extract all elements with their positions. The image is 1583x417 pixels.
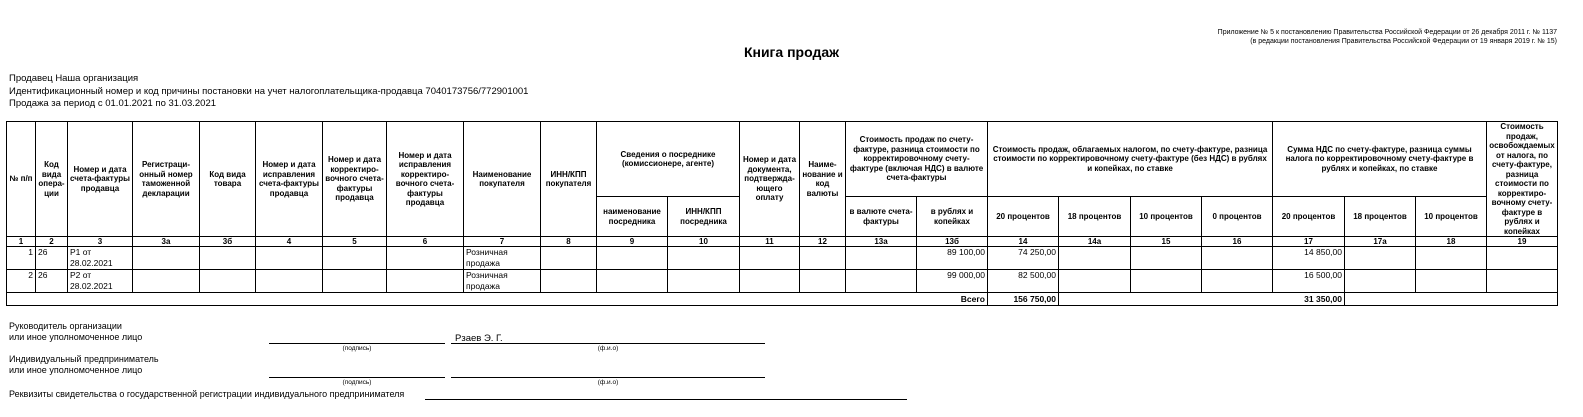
- cell-op-code: 26: [36, 247, 68, 270]
- page-title: Книга продаж: [743, 44, 840, 60]
- cell-nds-20: 16 500,00: [1273, 270, 1345, 293]
- invoice-number: Р2 от: [70, 270, 92, 280]
- cell: [323, 247, 387, 270]
- buyer-name-line-2: продажа: [466, 257, 500, 268]
- cell: [597, 270, 668, 293]
- col-number: 19: [1487, 237, 1558, 247]
- period-line: Продажа за период с 01.01.2021 по 31.03.2021: [9, 98, 217, 109]
- col-number: 15: [1131, 237, 1202, 247]
- ip-signature-caption: (подпись): [342, 379, 372, 386]
- col-number: 2: [36, 237, 68, 247]
- cell: [1131, 247, 1202, 270]
- cell-value-20: 74 250,00: [988, 247, 1059, 270]
- invoice-date: 28.02.2021: [70, 257, 113, 268]
- cell: [541, 247, 597, 270]
- cell: [1416, 247, 1487, 270]
- cell: [133, 270, 200, 293]
- cell: [1487, 270, 1558, 293]
- col-header-4: Номер и дата исправления счета-фактуры продавца: [256, 122, 323, 237]
- head-signature-line: [269, 343, 445, 344]
- cell: [1202, 270, 1273, 293]
- total-nds-20: 31 350,00: [1273, 293, 1345, 306]
- total-value-20: 156 750,00: [988, 293, 1059, 306]
- cell: [668, 247, 740, 270]
- cell: [1416, 270, 1487, 293]
- cell-n: 2: [7, 270, 36, 293]
- cell-buyer: [464, 247, 541, 270]
- col-header-13a: в валюте счета-фактуры: [846, 197, 917, 237]
- col-number: 5: [323, 237, 387, 247]
- col-number: 17а: [1345, 237, 1416, 247]
- col-header-10: ИНН/КПП посредника: [668, 197, 740, 237]
- cell: [1345, 247, 1416, 270]
- cell: [597, 247, 668, 270]
- cell: [800, 247, 846, 270]
- cell: [1202, 247, 1273, 270]
- total-spacer: [7, 293, 917, 306]
- cell-invoice: [68, 270, 133, 293]
- buyer-name-line-1: Розничная: [466, 247, 508, 257]
- cell: [387, 270, 464, 293]
- ip-fio-line: [451, 377, 765, 378]
- col-number: 12: [800, 237, 846, 247]
- col-header-15: 10 процентов: [1131, 197, 1202, 237]
- col-header-5: Номер и дата корректиро-вочного счета-фактуры продавца: [323, 122, 387, 237]
- cell-op-code: 26: [36, 270, 68, 293]
- col-number: 6: [387, 237, 464, 247]
- col-header-13b: в рублях и копейках: [917, 197, 988, 237]
- col-number: 1: [7, 237, 36, 247]
- col-header-3b: Код вида товара: [200, 122, 256, 237]
- cell: [256, 247, 323, 270]
- invoice-number: Р1 от: [70, 247, 92, 257]
- ip-label-line-2: или иное уполномоченное лицо: [9, 365, 143, 375]
- col-header-7: Наименование покупателя: [464, 122, 541, 237]
- head-signature-caption: (подпись): [342, 345, 372, 352]
- buyer-name-line-1: Розничная: [466, 270, 508, 280]
- col-number: 3: [68, 237, 133, 247]
- col-header-12: Наиме-нование и код валюты: [800, 122, 846, 237]
- total-spacer: [1059, 293, 1273, 306]
- cell-rub: 99 000,00: [917, 270, 988, 293]
- cell: [133, 247, 200, 270]
- appendix-line-2: (в редакции постановления Правительства Российской Федерации от 19 января 2019 г. № 15): [1250, 37, 1557, 45]
- sales-book-table: [6, 121, 1558, 306]
- cell-value-20: 82 500,00: [988, 270, 1059, 293]
- ip-fio-caption: (ф.и.о): [597, 379, 619, 386]
- total-spacer: [1345, 293, 1558, 306]
- cell: [256, 270, 323, 293]
- cell-buyer: [464, 270, 541, 293]
- head-fio-caption: (ф.и.о): [597, 345, 619, 352]
- ip-label-line-1: Индивидуальный предприниматель: [9, 354, 159, 364]
- head-signature-label: [9, 321, 142, 343]
- col-number: 14а: [1059, 237, 1131, 247]
- col-header-13: Стоимость продаж по счету-фактуре, разница стоимости по корректировочному счету-фактуре (включая НДС) в валюте счета-фактуры: [846, 122, 988, 197]
- head-name: Рзаев Э. Г.: [455, 333, 503, 344]
- col-header-16: 0 процентов: [1202, 197, 1273, 237]
- col-header-11: Номер и дата документа, подтвержда-ющего оплату: [740, 122, 800, 237]
- cell: [200, 247, 256, 270]
- cell: [541, 270, 597, 293]
- col-number: 17: [1273, 237, 1345, 247]
- col-header-18: 10 процентов: [1416, 197, 1487, 237]
- cell-invoice: [68, 247, 133, 270]
- col-header-agent: Сведения о посреднике (комиссионере, агенте): [597, 122, 740, 197]
- col-header-17-group: Сумма НДС по счету-фактуре, разница суммы налога по корректировочному счету-фактуре в рублях и копейках, по ставке: [1273, 122, 1487, 197]
- col-header-1: № п/п: [7, 122, 36, 237]
- col-header-3: Номер и дата счета-фактуры продавца: [68, 122, 133, 237]
- col-number: 9: [597, 237, 668, 247]
- cell: [1059, 247, 1131, 270]
- col-header-17: 20 процентов: [1273, 197, 1345, 237]
- cell: [740, 247, 800, 270]
- col-header-17a: 18 процентов: [1345, 197, 1416, 237]
- col-header-19: Стоимость продаж, освобождаемых от налога, по счету-фактуре, разница стоимости по корректиро-вочному счету-фактуре в рублях и копейках: [1487, 122, 1558, 237]
- cell: [846, 247, 917, 270]
- buyer-name-line-2: продажа: [466, 280, 500, 291]
- col-number: 18: [1416, 237, 1487, 247]
- total-label: Всего: [917, 293, 988, 306]
- col-header-9: наименование посредника: [597, 197, 668, 237]
- cell: [668, 270, 740, 293]
- cell: [846, 270, 917, 293]
- ip-signature-line: [269, 377, 445, 378]
- head-label-line-2: или иное уполномоченное лицо: [9, 332, 143, 342]
- cell-rub: 89 100,00: [917, 247, 988, 270]
- cell: [800, 270, 846, 293]
- requisites-label: Реквизиты свидетельства о государственной регистрации индивидуального предпринимателя: [9, 389, 405, 399]
- cell: [323, 270, 387, 293]
- cell: [387, 247, 464, 270]
- cell-n: 1: [7, 247, 36, 270]
- col-number: 3а: [133, 237, 200, 247]
- table-row: [7, 270, 1558, 293]
- col-number: 10: [668, 237, 740, 247]
- column-numbers-row: [7, 237, 1558, 247]
- col-number: 13а: [846, 237, 917, 247]
- col-header-14-group: Стоимость продаж, облагаемых налогом, по счету-фактуре, разница стоимости по корректировочному счету-фактуре (без НДС) в рублях и копейках, по ставке: [988, 122, 1273, 197]
- total-row: [7, 293, 1558, 306]
- col-header-3a: Регистраци-онный номер таможенной декларации: [133, 122, 200, 237]
- col-header-14: 20 процентов: [988, 197, 1059, 237]
- cell: [1059, 270, 1131, 293]
- col-header-2: Код вида опера-ции: [36, 122, 68, 237]
- cell: [200, 270, 256, 293]
- col-number: 7: [464, 237, 541, 247]
- inn-line: Идентификационный номер и код причины постановки на учет налогоплательщика-продавца 7040173756/772901001: [9, 86, 529, 97]
- cell: [740, 270, 800, 293]
- head-fio-line: [451, 343, 765, 344]
- table-row: [7, 247, 1558, 270]
- col-number: 8: [541, 237, 597, 247]
- seller-line: Продавец Наша организация: [9, 73, 139, 84]
- col-number: 13б: [917, 237, 988, 247]
- invoice-date: 28.02.2021: [70, 280, 113, 291]
- cell: [1345, 270, 1416, 293]
- col-header-8: ИНН/КПП покупателя: [541, 122, 597, 237]
- requisites-line: [425, 399, 907, 400]
- col-number: 14: [988, 237, 1059, 247]
- col-number: 4: [256, 237, 323, 247]
- col-number: 16: [1202, 237, 1273, 247]
- cell: [1487, 247, 1558, 270]
- col-header-14a: 18 процентов: [1059, 197, 1131, 237]
- col-header-6: Номер и дата исправления корректиро-вочного счета-фактуры продавца: [387, 122, 464, 237]
- cell-nds-20: 14 850,00: [1273, 247, 1345, 270]
- appendix-line-1: Приложение № 5 к постановлению Правительства Российской Федерации от 26 декабря 2011 г. № 1137: [1217, 29, 1557, 36]
- col-number: 3б: [200, 237, 256, 247]
- head-label-line-1: Руководитель организации: [9, 321, 122, 331]
- cell: [1131, 270, 1202, 293]
- col-number: 11: [740, 237, 800, 247]
- ip-signature-label: [9, 354, 159, 376]
